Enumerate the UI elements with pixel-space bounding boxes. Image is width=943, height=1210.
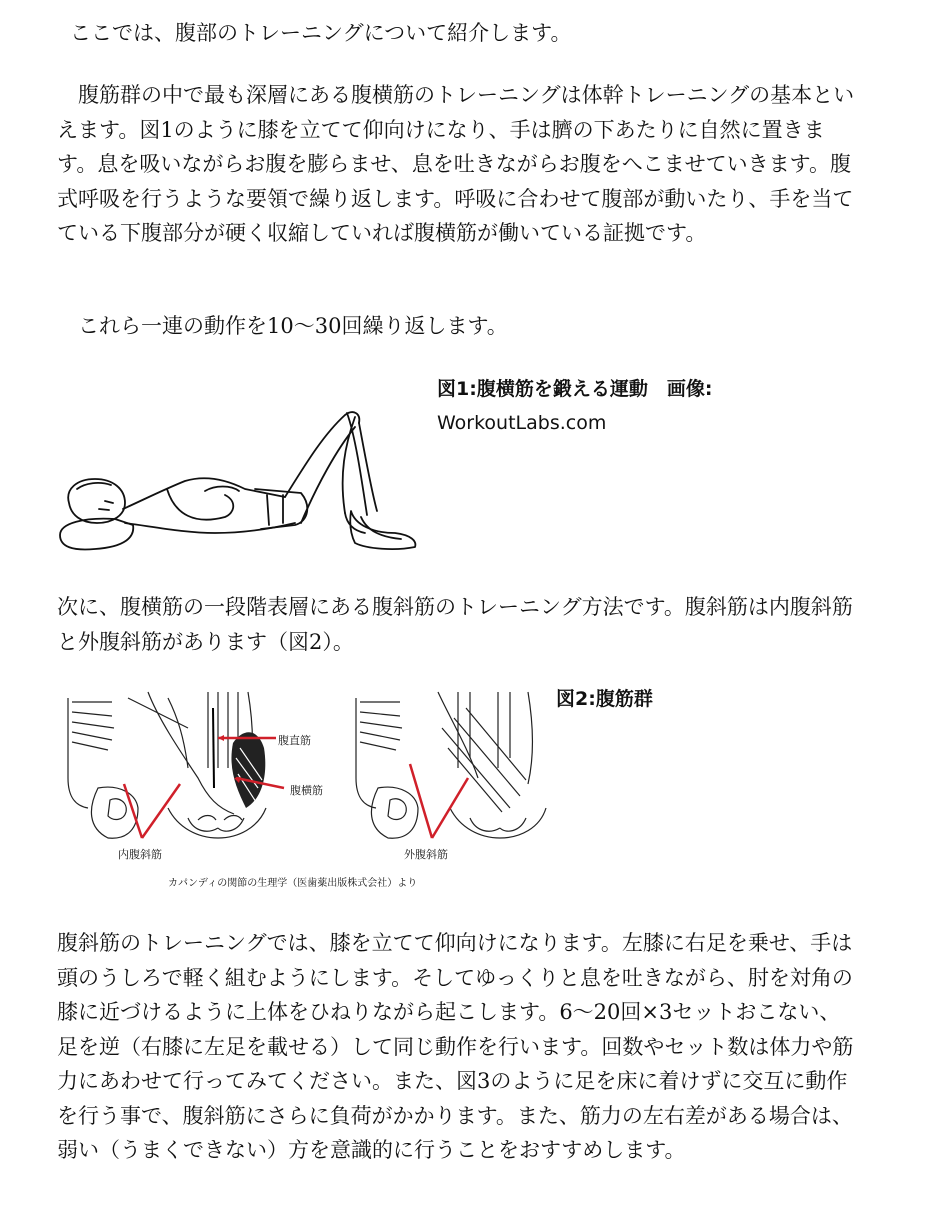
figure-2-anatomy bbox=[58, 688, 548, 898]
label-internal-oblique: 内腹斜筋 bbox=[118, 848, 162, 861]
paragraph-obliques-training: 腹斜筋のトレーニングでは、膝を立てて仰向けになります。左膝に右足を乗せ、手は頭のうしろで軽く組むようにします。そしてゆっくりと息を吐きながら、肘を対角の膝に近づけるように上体をひねりながら起こします。6〜20回×3セットおこない、足を逆（右膝に左足を載せる）して同じ動作を行います。回数やセット数は体力や筋力にあわせて行ってみてください。また、図3のように足を床に着けずに交互に動作を行う事で、腹斜筋にさらに負荷がかかります。また、筋力の左右差がある場合は、弱い（うまくできない）方を意識的に行うことをおすすめします。 bbox=[57, 931, 854, 1162]
intro-text: ここでは、腹部のトレーニングについて紹介します。 bbox=[70, 21, 572, 45]
figure-2-credit: カパンディの関節の生理学（医歯薬出版株式会社）より bbox=[168, 878, 418, 889]
figure-1-source: WorkoutLabs.com bbox=[437, 412, 607, 434]
label-rectus-abdominis: 腹直筋 bbox=[278, 734, 311, 747]
figure-1-illustration bbox=[55, 405, 425, 565]
paragraph-transversus: 腹筋群の中で最も深層にある腹横筋のトレーニングは体幹トレーニングの基本といえます。図1のように膝を立てて仰向けになり、手は臍の下あたりに自然に置きます。息を吸いながらお腹を膨らませ、息を吐きながらお腹をへこませていきます。腹式呼吸を行うような要領で繰り返します。呼吸に合わせて腹部が動いたり、手を当てている下腹部分が硬く収縮していれば腹横筋が働いている証拠です。 bbox=[57, 83, 855, 245]
external-oblique-figure bbox=[356, 692, 546, 838]
label-transversus-abdominis: 腹横筋 bbox=[290, 784, 323, 797]
label-external-oblique: 外腹斜筋 bbox=[404, 848, 448, 861]
figure-2-caption: 図2:腹筋群 bbox=[556, 688, 653, 710]
paragraph-reps: これら一連の動作を10〜30回繰り返します。 bbox=[57, 314, 508, 338]
figure-1-caption: 図1:腹横筋を鍛える運動 画像: bbox=[437, 378, 713, 400]
paragraph-obliques-intro: 次に、腹横筋の一段階表層にある腹斜筋のトレーニング方法です。腹斜筋は内腹斜筋と外腹斜筋があります（図2）。 bbox=[57, 595, 853, 654]
